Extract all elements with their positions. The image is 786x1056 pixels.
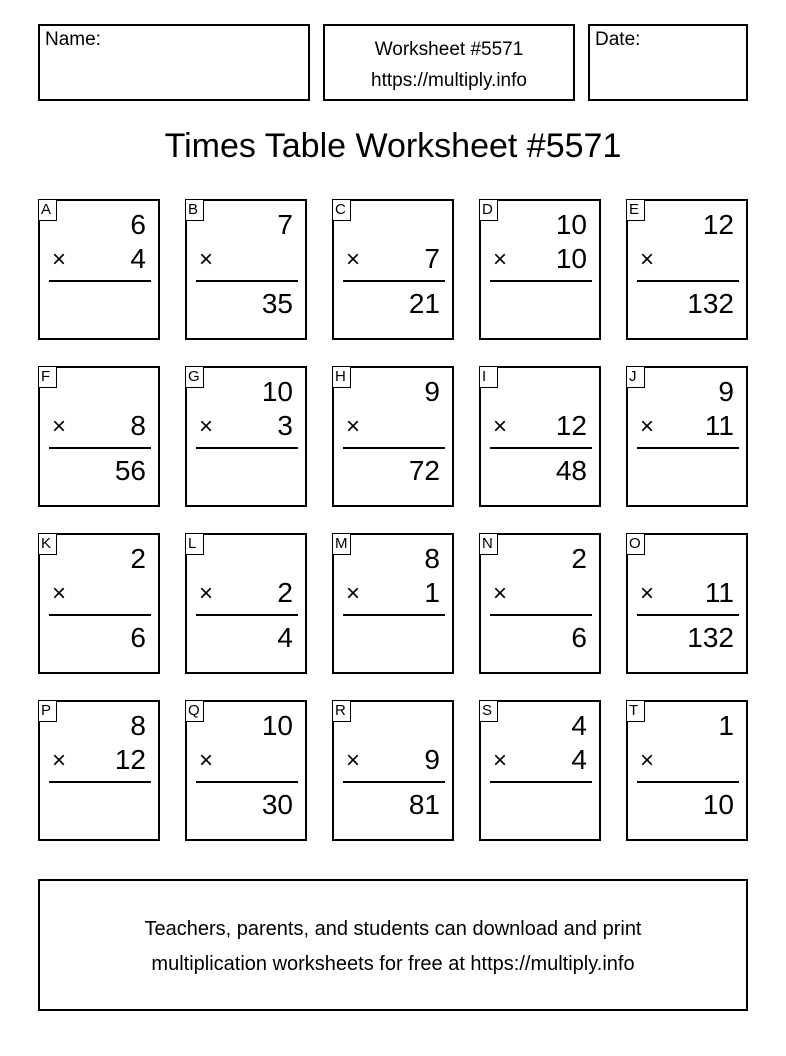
multiply-sign: ×	[640, 747, 655, 774]
problem-letter: B	[185, 199, 204, 221]
answer-line	[49, 280, 151, 282]
bottom-factor: 9	[424, 744, 440, 775]
problem-card	[479, 199, 601, 340]
multiply-sign: ×	[199, 747, 214, 774]
answer-line	[490, 447, 592, 449]
top-factor: 9	[424, 376, 440, 407]
problem-card	[332, 199, 454, 340]
answer-line	[49, 447, 151, 449]
problem-letter: T	[626, 700, 645, 722]
multiply-sign: ×	[640, 413, 655, 440]
multiply-sign: ×	[346, 246, 361, 273]
problem-letter: K	[38, 533, 57, 555]
problem-card	[332, 533, 454, 674]
problem-card	[185, 199, 307, 340]
top-factor: 6	[130, 209, 146, 240]
worksheet-number: Worksheet #5571	[374, 39, 524, 60]
answer-line	[637, 447, 739, 449]
top-factor: 12	[702, 209, 734, 240]
top-factor: 10	[555, 209, 587, 240]
bottom-factor: 7	[424, 243, 440, 274]
multiply-sign: ×	[199, 580, 214, 607]
problem-letter: Q	[185, 700, 204, 722]
top-factor: 8	[424, 543, 440, 574]
date-label: Date:	[595, 29, 641, 50]
product: 6	[571, 622, 587, 653]
multiply-sign: ×	[52, 747, 67, 774]
answer-line	[343, 614, 445, 616]
answer-line	[196, 447, 298, 449]
top-factor: 1	[718, 710, 734, 741]
problem-letter: H	[332, 366, 351, 388]
bottom-factor: 11	[704, 577, 734, 608]
problem-letter: O	[626, 533, 645, 555]
problem-card	[626, 199, 748, 340]
footer-box	[38, 879, 748, 1011]
answer-line	[637, 781, 739, 783]
answer-line	[343, 781, 445, 783]
answer-line	[343, 280, 445, 282]
answer-line	[490, 614, 592, 616]
product: 132	[687, 622, 734, 653]
answer-line	[49, 781, 151, 783]
multiply-sign: ×	[640, 580, 655, 607]
worksheet-url: https://multiply.info	[371, 70, 527, 91]
problem-card	[185, 366, 307, 507]
multiply-sign: ×	[640, 246, 655, 273]
bottom-factor: 12	[555, 410, 587, 441]
problem-letter: C	[332, 199, 351, 221]
problem-card	[332, 366, 454, 507]
bottom-factor: 12	[114, 744, 146, 775]
problem-card	[626, 366, 748, 507]
product: 30	[261, 789, 293, 820]
top-factor: 9	[718, 376, 734, 407]
problem-card	[479, 533, 601, 674]
product: 6	[130, 622, 146, 653]
problem-card	[332, 700, 454, 841]
bottom-factor: 8	[130, 410, 146, 441]
problem-letter: E	[626, 199, 645, 221]
product: 10	[702, 789, 734, 820]
multiply-sign: ×	[199, 246, 214, 273]
problem-card	[38, 700, 160, 841]
product: 35	[261, 288, 293, 319]
problem-letter: A	[38, 199, 57, 221]
product: 4	[277, 622, 293, 653]
top-factor: 10	[261, 710, 293, 741]
page-title: Times Table Worksheet #5571	[164, 127, 622, 165]
multiply-sign: ×	[493, 246, 508, 273]
answer-line	[196, 781, 298, 783]
product: 72	[408, 455, 440, 486]
footer-line-2: multiplication worksheets for free at https://multiply.info	[151, 953, 635, 975]
bottom-factor: 10	[555, 243, 587, 274]
top-factor: 10	[261, 376, 293, 407]
answer-line	[196, 280, 298, 282]
multiply-sign: ×	[346, 747, 361, 774]
problem-letter: J	[626, 366, 645, 388]
bottom-factor: 11	[704, 410, 734, 441]
product: 56	[114, 455, 146, 486]
problem-letter: I	[479, 366, 498, 388]
answer-line	[637, 614, 739, 616]
top-factor: 2	[571, 543, 587, 574]
multiply-sign: ×	[199, 413, 214, 440]
problem-card	[38, 366, 160, 507]
problem-letter: R	[332, 700, 351, 722]
bottom-factor: 1	[424, 577, 440, 608]
product: 132	[687, 288, 734, 319]
problem-letter: L	[185, 533, 204, 555]
bottom-factor: 2	[277, 577, 293, 608]
answer-line	[490, 781, 592, 783]
answer-line	[637, 280, 739, 282]
answer-line	[196, 614, 298, 616]
problem-letter: F	[38, 366, 57, 388]
multiply-sign: ×	[52, 580, 67, 607]
multiply-sign: ×	[52, 246, 67, 273]
bottom-factor: 4	[130, 243, 146, 274]
problem-letter: S	[479, 700, 498, 722]
answer-line	[49, 614, 151, 616]
problem-card	[479, 700, 601, 841]
problem-letter: N	[479, 533, 498, 555]
problem-card	[626, 533, 748, 674]
problem-card	[38, 533, 160, 674]
multiply-sign: ×	[493, 747, 508, 774]
problem-letter: P	[38, 700, 57, 722]
problem-letter: D	[479, 199, 498, 221]
problem-card	[185, 700, 307, 841]
multiply-sign: ×	[52, 413, 67, 440]
product: 21	[408, 288, 440, 319]
problem-letter: G	[185, 366, 204, 388]
name-label: Name:	[45, 29, 101, 50]
bottom-factor: 4	[571, 744, 587, 775]
product: 81	[408, 789, 440, 820]
multiply-sign: ×	[346, 413, 361, 440]
problem-card	[479, 366, 601, 507]
top-factor: 8	[130, 710, 146, 741]
multiply-sign: ×	[493, 413, 508, 440]
multiply-sign: ×	[346, 580, 361, 607]
multiply-sign: ×	[493, 580, 508, 607]
problem-card	[38, 199, 160, 340]
product: 48	[555, 455, 587, 486]
bottom-factor: 3	[277, 410, 293, 441]
top-factor: 2	[130, 543, 146, 574]
answer-line	[343, 447, 445, 449]
problem-card	[185, 533, 307, 674]
problem-card	[626, 700, 748, 841]
answer-line	[490, 280, 592, 282]
footer-line-1: Teachers, parents, and students can download and print	[144, 918, 642, 940]
problem-letter: M	[332, 533, 351, 555]
top-factor: 7	[277, 209, 293, 240]
top-factor: 4	[571, 710, 587, 741]
